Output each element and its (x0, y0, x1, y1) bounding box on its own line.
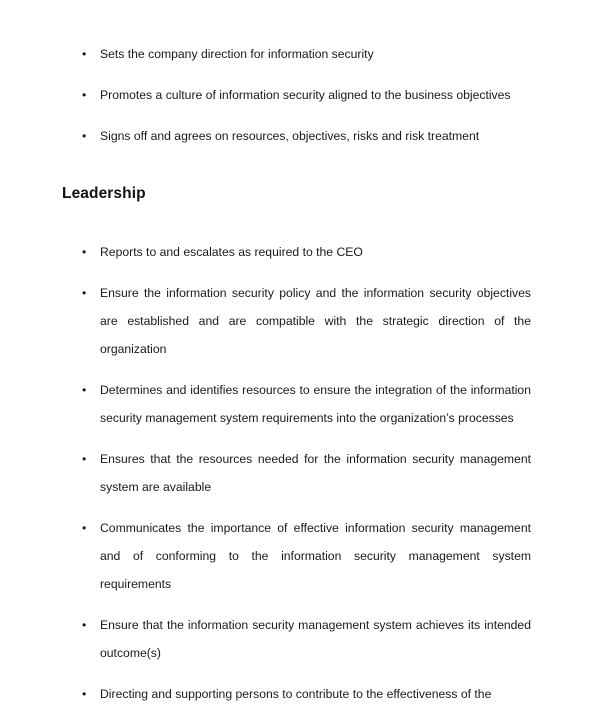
list-item: • Ensures that the resources needed for the information security management system are available (62, 445, 531, 501)
list-item: • Sets the company direction for information security (62, 40, 531, 68)
bullet-list-leadership (62, 238, 531, 708)
spacer-after-heading (62, 208, 531, 238)
list-item: • Determines and identifies resources to ensure the integration of the information security management system requirements into the organization’s processes (62, 376, 531, 432)
list-item: • Communicates the importance of effective information security management and of conforming to the information security management system requirements (62, 514, 531, 598)
section-leadership (62, 238, 531, 708)
bullet-list-top-responsibilities (62, 40, 531, 150)
list-item: • Reports to and escalates as required to the CEO (62, 238, 531, 266)
list-item: • Directing and supporting persons to contribute to the effectiveness of the (62, 680, 531, 708)
list-item: • Promotes a culture of information security aligned to the business objectives (62, 81, 531, 109)
section-top-responsibilities (62, 40, 531, 150)
list-item: • Signs off and agrees on resources, objectives, risks and risk treatment (62, 122, 531, 150)
list-item: • Ensure the information security policy and the information security objectives are established and are compatible with the strategic direction of the organization (62, 279, 531, 363)
page-title: Leadership (62, 185, 146, 202)
spacer-before-heading (62, 163, 531, 180)
list-item: • Ensure that the information security management system achieves its intended outcome(s) (62, 611, 531, 667)
